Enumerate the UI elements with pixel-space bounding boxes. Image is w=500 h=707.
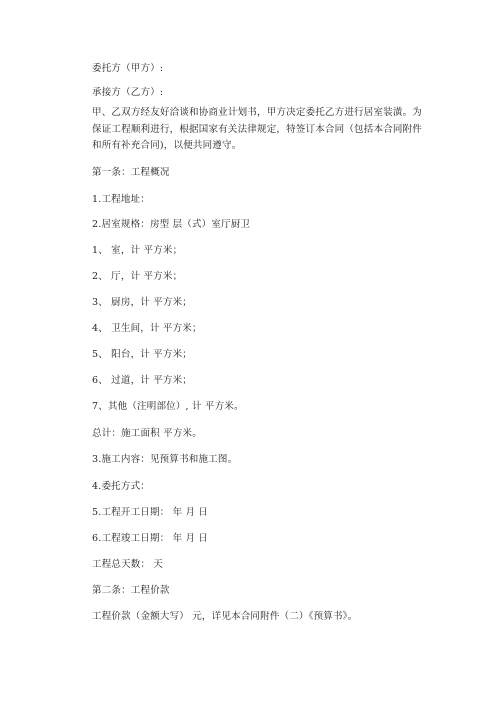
contractor-label: 承接方（乙方）: — [92, 87, 164, 98]
address-line: 1.工程地址： — [92, 194, 150, 205]
intro-paragraph: 甲、乙双方经友好洽谈和协商业计划书，甲方决定委托乙方进行居室装潢。为保证工程顺利进行，根据国家有关法律规定，特签订本合同（包括本合同附件和所有补充合同)，以便共同遵守。 — [92, 107, 422, 151]
article1-title: 第一条：工程概况 — [92, 167, 170, 178]
room-item: 5、 阳台，计 平方米； — [92, 349, 192, 360]
room-item: 6、 过道，计 平方米； — [92, 375, 192, 386]
room-item: 4、 卫生间，计 平方米； — [92, 323, 202, 334]
construction-content-line: 3.施工内容：见预算书和施工图。 — [92, 454, 238, 465]
room-item: 7、其他（注明部位）, 计 平方米。 — [92, 401, 244, 412]
total-area-line: 总计：施工面积 平方米。 — [92, 428, 202, 439]
room-item: 2、 厅，计 平方米； — [92, 271, 183, 282]
article2-title: 第二条：工程价款 — [92, 585, 170, 596]
price-line: 工程价款（金额大写） 元，详见本合同附件（二）《预算书》。 — [92, 611, 358, 622]
completion-date-line: 6.工程竣工日期： 年 月 日 — [92, 533, 209, 544]
start-date-line: 5.工程开工日期： 年 月 日 — [92, 507, 209, 518]
total-days-line: 工程总天数： 天 — [92, 559, 164, 570]
room-item: 1、 室，计 平方米； — [92, 245, 183, 256]
room-spec-line: 2.居室规格：房型 层（式）室厅厨卫 — [92, 219, 251, 230]
principal-label: 委托方（甲方）: — [92, 63, 164, 74]
commission-method-line: 4.委托方式： — [92, 481, 150, 492]
room-item: 3、 厨房，计 平方米； — [92, 297, 192, 308]
